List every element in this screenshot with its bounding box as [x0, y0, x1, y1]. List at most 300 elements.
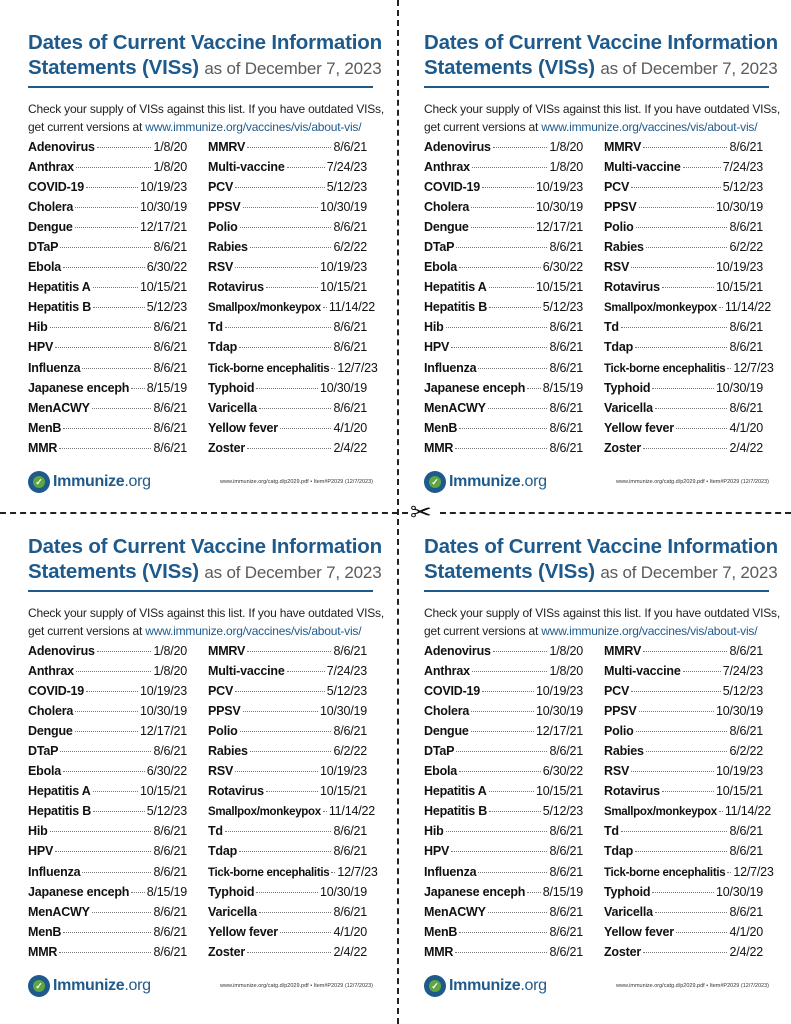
vaccine-name: Varicella [208, 400, 257, 415]
vis-date: 8/6/21 [729, 219, 763, 234]
dot-leader [646, 751, 728, 752]
vis-list-item [424, 300, 583, 320]
vis-list-item [28, 200, 187, 220]
vaccine-name: Hepatitis A [28, 784, 91, 799]
vaccine-name: Zoster [208, 440, 246, 455]
dot-leader [75, 227, 138, 228]
vis-date: 8/6/21 [153, 824, 187, 839]
dot-leader [451, 347, 547, 348]
vis-date: 5/12/23 [326, 683, 367, 698]
vaccine-name: RSV [208, 764, 234, 779]
dot-leader [247, 448, 331, 449]
vis-date: 1/8/20 [549, 643, 583, 658]
vis-date: 10/30/19 [715, 199, 763, 214]
vis-date: 10/19/23 [319, 764, 367, 779]
vaccine-name: Anthrax [424, 159, 470, 174]
vis-date: 8/6/21 [549, 824, 583, 839]
vaccine-name: MenACWY [424, 400, 486, 415]
vis-date: 1/8/20 [549, 663, 583, 678]
vis-list-item [604, 644, 763, 664]
dot-leader [243, 711, 318, 712]
vis-list-item [28, 160, 187, 180]
dot-leader [676, 932, 728, 933]
vaccine-name: MMRV [208, 643, 246, 658]
vis-date: 6/30/22 [542, 764, 583, 779]
vis-list-item [208, 180, 367, 200]
dot-leader [97, 147, 152, 148]
vaccine-name: Polio [208, 219, 238, 234]
horizontal-cut-line-right [440, 512, 791, 514]
vaccine-name: Yellow fever [208, 924, 278, 939]
vis-date: 5/12/23 [722, 683, 763, 698]
dot-leader [86, 187, 138, 188]
vis-list-item [424, 744, 583, 764]
vis-date: 8/6/21 [729, 824, 763, 839]
as-of-date: as of December 7, 2023 [204, 563, 382, 582]
dot-leader [456, 751, 547, 752]
vis-date: 6/2/22 [333, 743, 367, 758]
immunize-logo[interactable]: ✓ Immunize.org [424, 975, 547, 997]
vis-list-item [28, 340, 187, 360]
vis-list-item [28, 764, 187, 784]
vis-date: 8/6/21 [153, 320, 187, 335]
dot-leader [727, 368, 731, 369]
vaccine-name: Typhoid [604, 884, 651, 899]
vis-list-item [28, 300, 187, 320]
vaccine-name: Anthrax [28, 159, 74, 174]
as-of-date: as of December 7, 2023 [204, 59, 382, 78]
vis-link[interactable]: www.immunize.org/vaccines/vis/about-vis/ [145, 623, 362, 638]
vis-list-item [604, 764, 763, 784]
vis-list-item [28, 664, 187, 684]
dot-leader [240, 731, 332, 732]
dot-leader [646, 247, 728, 248]
vis-list-item [208, 864, 378, 885]
vis-link[interactable]: www.immunize.org/vaccines/vis/about-vis/ [541, 623, 758, 638]
vaccine-name: Tick-borne encephalitis [208, 362, 330, 375]
vaccine-name: Td [208, 824, 223, 839]
dot-leader [643, 147, 727, 148]
vis-list-item [28, 865, 187, 885]
dot-leader [493, 147, 548, 148]
immunize-logo-icon: ✓ [424, 975, 446, 997]
immunize-logo[interactable]: ✓ Immunize.org [424, 471, 547, 493]
vis-link[interactable]: www.immunize.org/vaccines/vis/about-vis/ [541, 119, 758, 134]
vis-list-item [208, 704, 367, 724]
dot-leader [243, 207, 318, 208]
dot-leader [643, 448, 727, 449]
vis-list-item [28, 320, 187, 340]
vaccine-name: MenB [424, 420, 458, 435]
dot-leader [280, 932, 332, 933]
dot-leader [97, 651, 152, 652]
title-rule [424, 590, 769, 592]
card-footer [28, 470, 373, 494]
dot-leader [489, 307, 541, 308]
dot-leader [527, 388, 540, 389]
vis-date: 8/6/21 [153, 844, 187, 859]
immunize-logo[interactable]: ✓ Immunize.org [28, 471, 151, 493]
vaccine-name: COVID-19 [28, 179, 85, 194]
vaccine-name: Adenovirus [424, 643, 491, 658]
dot-leader [131, 388, 144, 389]
vaccine-name: Yellow fever [604, 420, 674, 435]
vaccine-name: Japanese enceph [28, 380, 130, 395]
vis-date: 1/8/20 [153, 139, 187, 154]
dot-leader [493, 651, 548, 652]
vaccine-name: Yellow fever [208, 420, 278, 435]
vis-date: 10/15/21 [715, 280, 763, 295]
vis-date: 6/30/22 [146, 764, 187, 779]
vis-list-item [424, 724, 583, 744]
vis-date: 5/12/23 [542, 300, 583, 315]
vaccine-name: Tick-borne encephalitis [208, 866, 330, 879]
vaccine-name: Smallpox/monkeypox [604, 302, 717, 315]
vis-list-item [28, 381, 187, 401]
dot-leader [76, 167, 152, 168]
dot-leader [488, 912, 548, 913]
dot-leader [631, 691, 721, 692]
dot-leader [621, 327, 728, 328]
vis-list-item [424, 704, 583, 724]
vis-date: 10/19/23 [535, 179, 583, 194]
vis-date: 10/19/23 [715, 764, 763, 779]
vis-list-item [28, 421, 187, 441]
vis-list-item [208, 844, 367, 864]
vaccine-name: Ebola [424, 764, 458, 779]
vaccine-name: Adenovirus [424, 139, 491, 154]
vis-date: 8/6/21 [729, 844, 763, 859]
vis-list-item [604, 684, 763, 704]
vaccine-name: Rabies [604, 239, 644, 254]
vis-list-item [28, 945, 187, 965]
dot-leader [683, 671, 721, 672]
vis-date: 8/15/19 [542, 380, 583, 395]
vis-list-item [28, 784, 187, 804]
vis-date: 10/19/23 [715, 260, 763, 275]
vis-list-item [28, 704, 187, 724]
vaccine-name: Tdap [604, 844, 634, 859]
vis-date: 8/6/21 [153, 904, 187, 919]
as-of-date: as of December 7, 2023 [600, 59, 778, 78]
vis-list-item [604, 240, 763, 260]
vis-list-item [424, 684, 583, 704]
dot-leader [240, 227, 332, 228]
vaccine-name: Smallpox/monkeypox [208, 302, 321, 315]
dot-leader [225, 831, 332, 832]
dot-leader [631, 267, 714, 268]
dot-leader [259, 912, 331, 913]
dot-leader [82, 872, 151, 873]
vis-list-item [604, 200, 763, 220]
vis-date: 8/6/21 [153, 924, 187, 939]
vis-list-item [28, 744, 187, 764]
dot-leader [331, 368, 335, 369]
vis-list-item [28, 885, 187, 905]
vaccine-name: Influenza [28, 864, 81, 879]
vis-list-item [208, 381, 367, 401]
vis-date: 8/6/21 [549, 743, 583, 758]
vis-list-item [424, 824, 583, 844]
vaccine-name: Polio [604, 723, 634, 738]
dot-leader [55, 347, 151, 348]
item-footnote: www.immunize.org/catg.d/p2029.pdf • Item#P2029 (12/7/2023) [616, 479, 769, 485]
vis-list-item [208, 300, 375, 320]
vis-date: 8/6/21 [549, 904, 583, 919]
vis-list-item [604, 704, 763, 724]
vaccine-name: RSV [208, 260, 234, 275]
dot-leader [323, 811, 327, 812]
dot-leader [639, 207, 714, 208]
dot-leader [59, 448, 151, 449]
vis-date: 8/6/21 [729, 340, 763, 355]
vaccine-name: COVID-19 [424, 179, 481, 194]
vis-date: 10/19/23 [139, 179, 187, 194]
vis-date: 10/30/19 [535, 703, 583, 718]
vis-list [424, 643, 774, 966]
vis-list-item [424, 784, 583, 804]
card-title: Dates of Current Vaccine Information Statements (VISs) as of December 7, 2023 [424, 535, 778, 583]
vis-date: 2/4/22 [729, 440, 763, 455]
vis-list-item [424, 844, 583, 864]
vaccine-name: Hepatitis B [424, 300, 488, 315]
vis-date: 8/6/21 [333, 904, 367, 919]
vis-date: 10/30/19 [715, 884, 763, 899]
vaccine-name: Hepatitis A [424, 784, 487, 799]
vis-list-item [424, 664, 583, 684]
vis-date: 1/8/20 [153, 643, 187, 658]
vis-date: 8/6/21 [549, 864, 583, 879]
vis-date: 10/30/19 [319, 380, 367, 395]
vis-date: 10/30/19 [319, 703, 367, 718]
vaccine-name: Rabies [604, 743, 644, 758]
dot-leader [719, 811, 723, 812]
vis-list-item [604, 945, 763, 965]
vis-list-item [424, 804, 583, 824]
vis-list-item [28, 804, 187, 824]
vis-list-item [208, 905, 367, 925]
vis-date: 1/8/20 [549, 139, 583, 154]
dot-leader [256, 892, 318, 893]
vis-date: 8/6/21 [729, 320, 763, 335]
dot-leader [76, 671, 152, 672]
title-rule [28, 590, 373, 592]
vis-link[interactable]: www.immunize.org/vaccines/vis/about-vis/ [145, 119, 362, 134]
vis-date: 8/6/21 [153, 743, 187, 758]
vaccine-name: Yellow fever [604, 924, 674, 939]
vis-list-item [208, 885, 367, 905]
vis-date: 5/12/23 [542, 804, 583, 819]
vaccine-name: Smallpox/monkeypox [208, 806, 321, 819]
vis-date: 8/6/21 [153, 944, 187, 959]
vis-date: 8/6/21 [549, 440, 583, 455]
vaccine-name: PCV [604, 683, 630, 698]
vis-list-item [424, 280, 583, 300]
vis-date: 6/30/22 [146, 260, 187, 275]
vaccine-name: MMR [28, 944, 58, 959]
vis-date: 8/6/21 [729, 139, 763, 154]
dot-leader [235, 691, 325, 692]
vis-list-item [424, 160, 583, 180]
vis-card [424, 534, 780, 1002]
vaccine-name: RSV [604, 764, 630, 779]
vis-date: 10/15/21 [535, 280, 583, 295]
item-footnote: www.immunize.org/catg.d/p2029.pdf • Item#P2029 (12/7/2023) [220, 479, 373, 485]
vis-list-item [28, 844, 187, 864]
vaccine-name: PPSV [208, 199, 241, 214]
vaccine-name: HPV [28, 340, 54, 355]
vis-list-item [604, 280, 763, 300]
vis-list-item [424, 441, 583, 461]
left-column [28, 644, 187, 966]
intro-text: Check your supply of VISs against this list. If you have outdated VISs, get current versions at www.immunize.org/vaccines/vis/about-vis/ [424, 605, 780, 638]
dot-leader [471, 227, 534, 228]
vis-date: 12/7/23 [337, 864, 378, 879]
vis-date: 11/14/22 [724, 804, 771, 819]
vis-date: 8/6/21 [153, 340, 187, 355]
vis-list-item [424, 764, 583, 784]
vis-list-item [604, 441, 763, 461]
vis-date: 6/2/22 [333, 239, 367, 254]
vaccine-name: Multi-vaccine [208, 663, 285, 678]
vis-date: 10/30/19 [715, 380, 763, 395]
dot-leader [131, 892, 144, 893]
vaccine-name: Anthrax [424, 663, 470, 678]
vaccine-name: Varicella [604, 400, 653, 415]
dot-leader [92, 408, 152, 409]
vis-date: 8/6/21 [333, 824, 367, 839]
vis-date: 10/15/21 [139, 280, 187, 295]
dot-leader [451, 851, 547, 852]
dot-leader [456, 247, 547, 248]
vaccine-name: Zoster [604, 440, 642, 455]
vis-date: 8/6/21 [729, 904, 763, 919]
vis-list-item [28, 724, 187, 744]
vis-date: 10/15/21 [139, 784, 187, 799]
vis-date: 11/14/22 [328, 804, 375, 819]
dot-leader [676, 428, 728, 429]
vaccine-name: Cholera [28, 199, 74, 214]
vis-date: 8/6/21 [549, 239, 583, 254]
vis-list-item [28, 824, 187, 844]
immunize-logo-icon: ✓ [424, 471, 446, 493]
vaccine-name: Japanese enceph [28, 884, 130, 899]
dot-leader [459, 771, 541, 772]
immunize-logo-icon: ✓ [28, 471, 50, 493]
vaccine-name: Multi-vaccine [208, 159, 285, 174]
vis-list-item [604, 360, 774, 381]
vaccine-name: Hepatitis B [28, 804, 92, 819]
dot-leader [75, 711, 138, 712]
dot-leader [652, 388, 714, 389]
vaccine-name: PPSV [604, 703, 637, 718]
dot-leader [59, 952, 151, 953]
vis-date: 8/6/21 [549, 360, 583, 375]
dot-leader [471, 711, 534, 712]
vis-date: 7/24/23 [326, 663, 367, 678]
vis-date: 10/15/21 [715, 784, 763, 799]
vis-list [424, 139, 774, 462]
card-title: Dates of Current Vaccine Information Statements (VISs) as of December 7, 2023 [28, 535, 382, 583]
vis-list-item [424, 260, 583, 280]
vis-list-item [424, 905, 583, 925]
dot-leader [50, 327, 152, 328]
vis-list-item [424, 240, 583, 260]
immunize-logo[interactable]: ✓ Immunize.org [28, 975, 151, 997]
vaccine-name: HPV [424, 844, 450, 859]
dot-leader [472, 671, 548, 672]
vaccine-name: Multi-vaccine [604, 663, 681, 678]
vis-list-item [28, 220, 187, 240]
vaccine-name: HPV [28, 844, 54, 859]
dot-leader [643, 651, 727, 652]
vis-list-item [424, 401, 583, 421]
vis-list-item [28, 140, 187, 160]
vis-date: 8/6/21 [333, 844, 367, 859]
vis-date: 12/17/21 [139, 723, 187, 738]
vaccine-name: COVID-19 [424, 683, 481, 698]
dot-leader [235, 771, 318, 772]
vis-list-item [604, 844, 763, 864]
vaccine-name: Tdap [208, 844, 238, 859]
vis-date: 10/15/21 [319, 280, 367, 295]
vaccine-name: PCV [604, 179, 630, 194]
vis-date: 8/6/21 [729, 400, 763, 415]
vis-list-item [604, 340, 763, 360]
vis-date: 10/30/19 [715, 703, 763, 718]
vaccine-name: Influenza [424, 864, 477, 879]
immunize-logo-icon: ✓ [28, 975, 50, 997]
vis-date: 10/19/23 [535, 683, 583, 698]
vaccine-name: Dengue [28, 219, 73, 234]
vaccine-name: PPSV [604, 199, 637, 214]
dot-leader [635, 851, 727, 852]
vis-date: 8/15/19 [146, 884, 187, 899]
dot-leader [727, 872, 731, 873]
vis-date: 8/6/21 [333, 219, 367, 234]
vis-date: 10/15/21 [535, 784, 583, 799]
as-of-date: as of December 7, 2023 [600, 563, 778, 582]
vis-date: 2/4/22 [729, 944, 763, 959]
vis-date: 12/17/21 [139, 219, 187, 234]
vis-date: 6/2/22 [729, 239, 763, 254]
left-column [28, 140, 187, 462]
vaccine-name: Japanese enceph [424, 380, 526, 395]
dot-leader [662, 791, 714, 792]
vis-list-item [604, 320, 763, 340]
vis-list-item [208, 784, 367, 804]
dot-leader [631, 187, 721, 188]
vis-date: 12/7/23 [337, 360, 378, 375]
vaccine-name: MMR [28, 440, 58, 455]
dot-leader [488, 408, 548, 409]
dot-leader [259, 408, 331, 409]
vaccine-name: Cholera [424, 703, 470, 718]
vis-list-item [424, 925, 583, 945]
vis-list-item [208, 925, 367, 945]
vis-list-item [208, 664, 367, 684]
vis-list-item [604, 804, 771, 824]
vis-list-item [208, 421, 367, 441]
vaccine-name: Cholera [424, 199, 470, 214]
card-title: Dates of Current Vaccine Information Statements (VISs) as of December 7, 2023 [28, 31, 382, 79]
dot-leader [719, 307, 723, 308]
vaccine-name: RSV [604, 260, 630, 275]
item-footnote: www.immunize.org/catg.d/p2029.pdf • Item#P2029 (12/7/2023) [616, 983, 769, 989]
vis-list-item [424, 361, 583, 381]
dot-leader [639, 711, 714, 712]
card-footer [424, 974, 769, 998]
